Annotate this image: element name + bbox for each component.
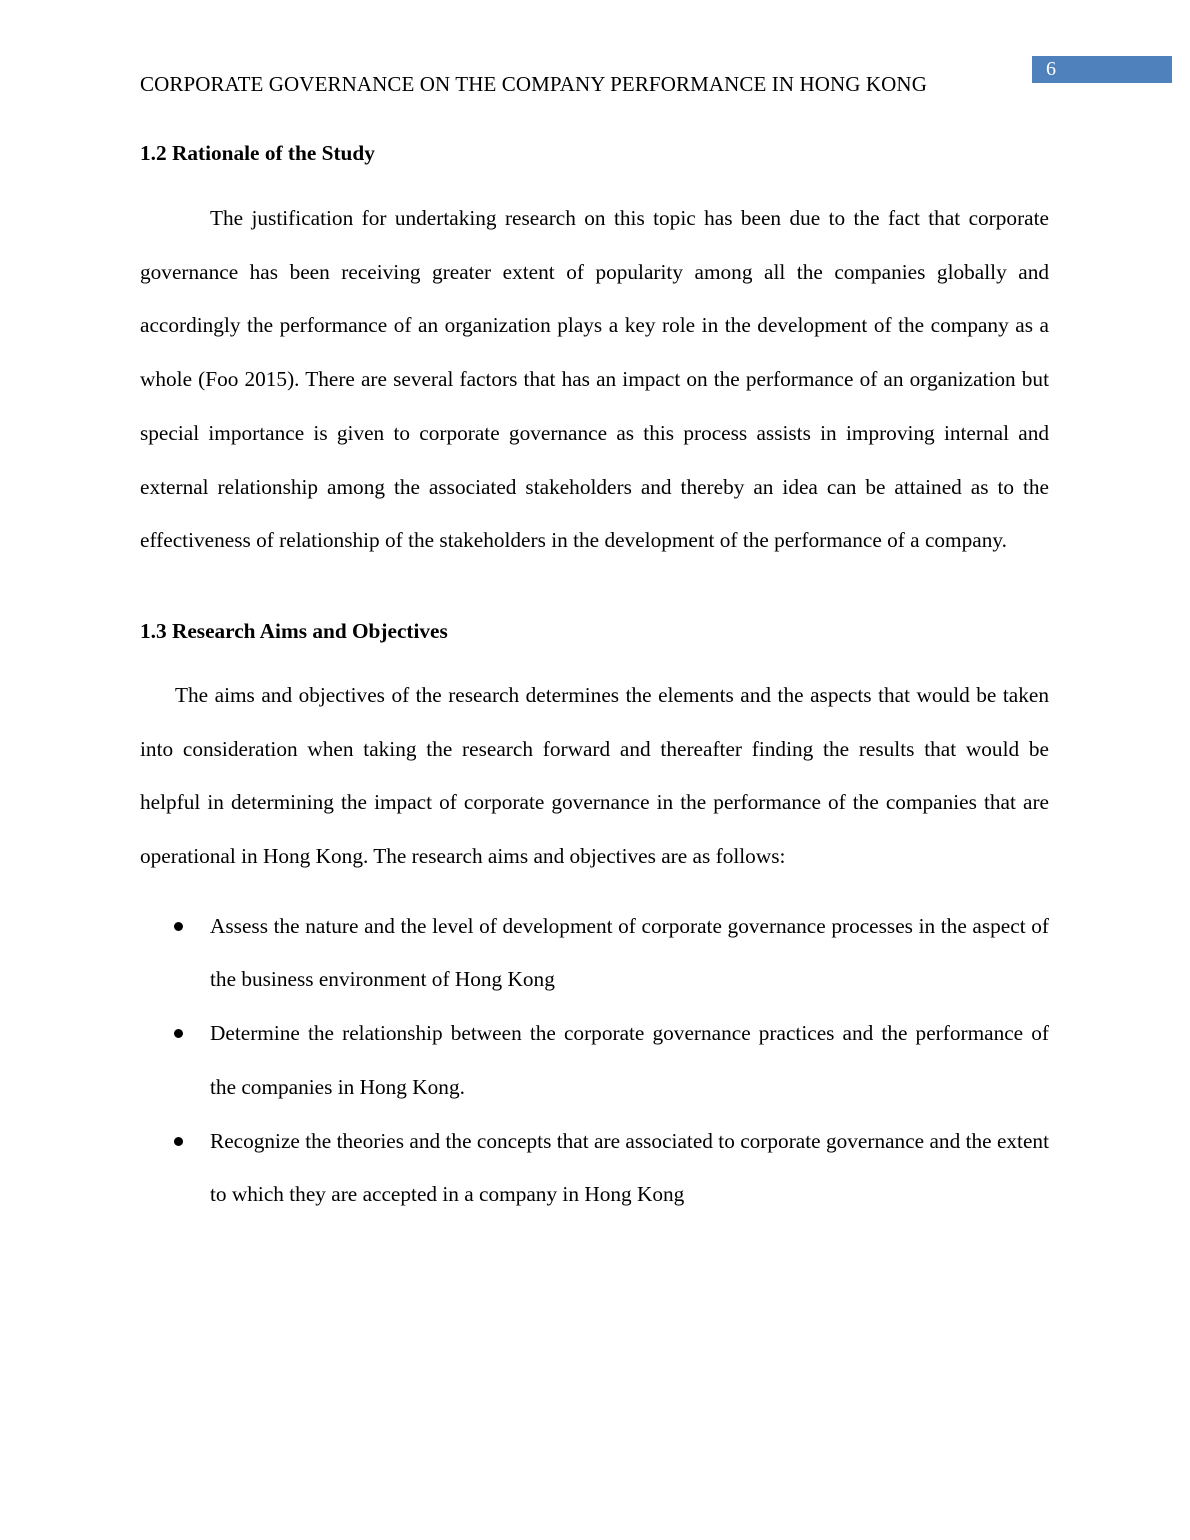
aims-paragraph: The aims and objectives of the research determines the elements and the aspects that would be taken into consideration when taking the research forward and thereafter finding the results that would be helpful in determining the impact of corporate governance in the performance of the companies that are operational in Hong Kong. The research aims and objectives are as follows:	[140, 682, 1049, 869]
objectives-list	[140, 900, 1049, 1222]
objective-text: Assess the nature and the level of development of corporate governance processes in the aspect of the business environment of Hong Kong	[210, 913, 1049, 992]
running-header-title: CORPORATE GOVERNANCE ON THE COMPANY PERFORMANCE IN HONG KONG	[140, 72, 927, 96]
list-item	[140, 900, 1049, 1007]
list-item	[140, 1115, 1049, 1222]
rationale-paragraph: The justification for undertaking research on this topic has been due to the fact that corporate governance has been receiving greater extent of popularity among all the companies globally and accordingly the performance of an organization plays a key role in the development of the company as a whole (Foo 2015). There are several factors that has an impact on the performance of an organization but special importance is given to corporate governance as this process assists in improving internal and external relationship among the associated stakeholders and thereby an idea can be attained as to the effectiveness of relationship of the stakeholders in the development of the performance of a company.	[140, 206, 1049, 553]
bullet-icon	[174, 1137, 183, 1146]
list-item	[140, 1007, 1049, 1114]
objective-text: Recognize the theories and the concepts that are associated to corporate governance and the extent to which they are accepted in a company in Hong Kong	[210, 1128, 1049, 1207]
page-number-box	[1032, 56, 1172, 83]
section-heading-aims: 1.3 Research Aims and Objectives	[140, 618, 448, 643]
bullet-icon	[174, 1029, 183, 1038]
page-number: 6	[1046, 58, 1056, 80]
objective-text: Determine the relationship between the corporate governance practices and the performance of the companies in Hong Kong.	[210, 1021, 1049, 1099]
document-body	[140, 138, 1049, 1222]
section-heading-rationale: 1.2 Rationale of the Study	[140, 141, 375, 165]
bullet-icon	[174, 922, 183, 931]
